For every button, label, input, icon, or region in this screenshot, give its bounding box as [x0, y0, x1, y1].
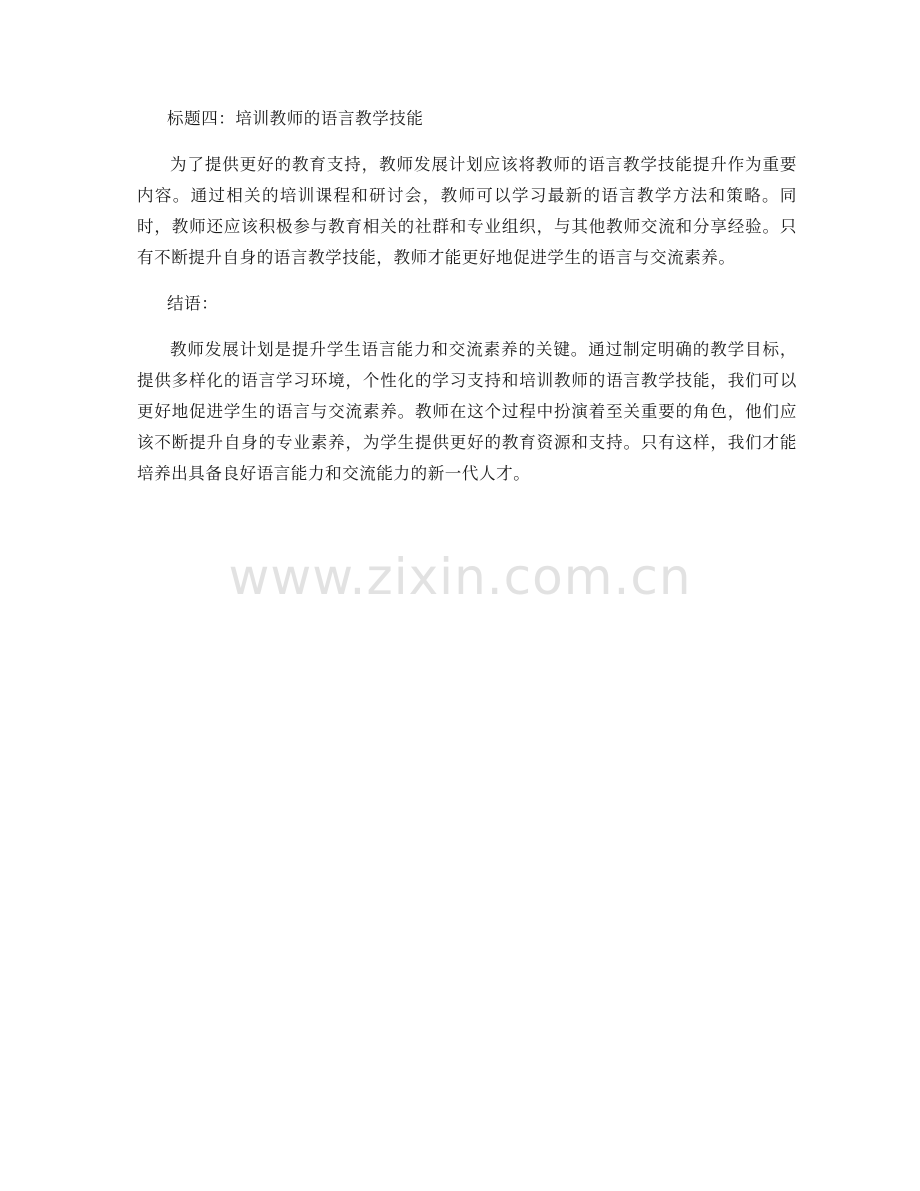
watermark: www.zixin.com.cn — [228, 548, 692, 606]
section-heading: 标题四：培训教师的语言教学技能 — [167, 109, 424, 128]
section-paragraph: 为了提供更好的教育支持，教师发展计划应该将教师的语言教学技能提升作为重要内容。通过相关的培训课程和研讨会，教师可以学习最新的语言教学方法和策略。同时，教师还应该积极参与教育相关的社群和专业组织，与其他教师交流和分享经验。只有不断提升自身的语言教学技能，教师才能更好地促进学生的语言与交流素养。 — [137, 155, 797, 267]
conclusion-heading: 结语： — [167, 294, 219, 313]
conclusion-paragraph: 教师发展计划是提升学生语言能力和交流素养的关键。通过制定明确的教学目标，提供多样化的语言学习环境，个性化的学习支持和培训教师的语言教学技能，我们可以更好地促进学生的语言与交流素养。教师在这个过程中扮演着至关重要的角色，他们应该不断提升自身的专业素养，为学生提供更好的教育资源和支持。只有这样，我们才能培养出具备良好语言能力和交流能力的新一代人才。 — [137, 340, 797, 483]
document-body — [137, 103, 797, 504]
